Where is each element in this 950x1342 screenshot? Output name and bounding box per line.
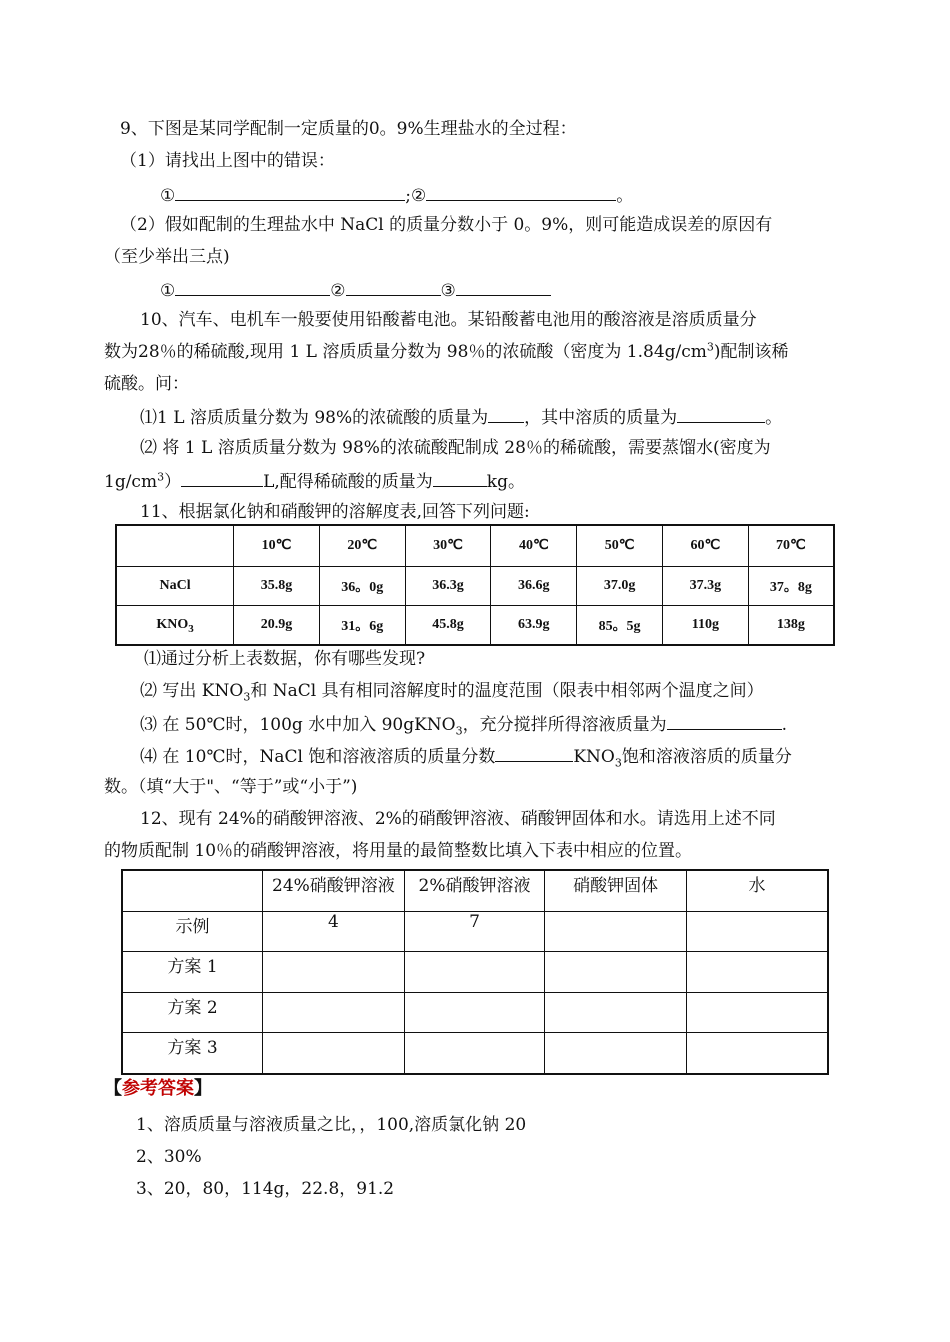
answer-item: 3、20，80，114g，22.8，91.2 — [136, 1179, 395, 1199]
q10-stem-line2: 数为28％的稀硫酸,现用 1 L 溶质质量分数为 98％的浓硫酸（密度为 $1.84g/cm^3$)配制该稀 — [104, 340, 789, 362]
header-cell: 水 — [686, 870, 828, 911]
table-cell[interactable] — [263, 992, 405, 1032]
q9-part2-blanks — [160, 278, 551, 302]
q11-stem: 11、根据氯化钠和硝酸钾的溶解度表,回答下列问题: — [140, 502, 530, 522]
q10-q1: ⑴1 L 溶质质量分数为 98%的浓硫酸的质量为 ，其中溶质的质量为 。 — [140, 405, 782, 429]
blank[interactable] — [677, 405, 765, 423]
q9-stem: 9、下图是某同学配制一定质量的0。9%生理盐水的全过程： — [120, 119, 577, 139]
mark-1: ① — [160, 281, 176, 301]
q11-q3: ⑶ 在 50℃时，100g 水中加入 90gKNO$_3$，充分搅拌所得溶液质量为 . — [140, 712, 787, 736]
row-label: 方案 3 — [122, 1032, 263, 1074]
mark-3: ③ — [440, 281, 456, 301]
blank[interactable] — [346, 278, 441, 296]
blank[interactable] — [426, 183, 616, 201]
mark-end: 。 — [616, 186, 634, 206]
q11-q4-line2: 数。（填“大于"、“等于”或“小于”) — [104, 777, 358, 797]
blank[interactable] — [488, 405, 524, 423]
table-cell[interactable]: 4 — [263, 911, 405, 951]
table-cell: 35.8g — [234, 566, 320, 605]
header-cell: 20℃ — [319, 525, 405, 566]
table-cell[interactable] — [686, 1032, 828, 1074]
table-cell: 63.9g — [491, 605, 577, 645]
header-cell — [116, 525, 234, 566]
table-cell: 36。0g — [319, 566, 405, 605]
table-cell: 110g — [662, 605, 748, 645]
table-cell: 36.6g — [491, 566, 577, 605]
header-cell: 2%硝酸钾溶液 — [404, 870, 545, 911]
row-label: NaCl — [116, 566, 234, 605]
mark-2: ② — [330, 281, 346, 301]
ratio-table — [121, 869, 829, 1075]
table-row — [116, 566, 834, 605]
table-cell[interactable] — [404, 951, 545, 992]
blank[interactable] — [175, 278, 330, 296]
table-cell: 36.3g — [405, 566, 491, 605]
table-cell: 31。6g — [319, 605, 405, 645]
q9-part2-line2: （至少举出三点) — [104, 247, 230, 267]
table-cell: 37.3g — [662, 566, 748, 605]
table-cell[interactable] — [686, 911, 828, 951]
q11-q2: ⑵ 写出 $KNO_3$和 NaCl 具有相同溶解度时的温度范围（限表中相邻两个温度之间） — [140, 681, 764, 704]
blank[interactable] — [175, 183, 405, 201]
header-cell: 30℃ — [405, 525, 491, 566]
table-cell[interactable] — [545, 992, 687, 1032]
q11-q4-line1: ⑷ 在 10℃时，NaCl 饱和溶液溶质的质量分数 $KNO_3$饱和溶液溶质的质量分 — [140, 744, 792, 768]
blank[interactable] — [433, 469, 487, 487]
blank[interactable] — [667, 712, 782, 730]
header-cell: 70℃ — [748, 525, 834, 566]
row-label: 方案 2 — [122, 992, 263, 1032]
table-row — [122, 992, 828, 1032]
table-row — [122, 951, 828, 992]
table-cell[interactable] — [404, 992, 545, 1032]
header-cell: 40℃ — [491, 525, 577, 566]
header-cell: 24%硝酸钾溶液 — [263, 870, 405, 911]
q9-part1-blanks — [160, 183, 633, 207]
header-cell: 50℃ — [577, 525, 663, 566]
table-cell[interactable] — [545, 1032, 687, 1074]
answer-item: 2、30% — [136, 1147, 202, 1167]
row-label: 示例 — [122, 911, 263, 951]
table-header-row — [122, 870, 828, 911]
table-cell[interactable] — [686, 992, 828, 1032]
blank[interactable] — [495, 744, 573, 762]
table-row — [116, 605, 834, 645]
q11-q1: ⑴通过分析上表数据，你有哪些发现? — [144, 649, 426, 669]
row-label: $KNO_3$ — [116, 605, 234, 645]
table-header-row — [116, 525, 834, 566]
header-cell: 10℃ — [234, 525, 320, 566]
q12-stem-line1: 12、现有 24%的硝酸钾溶液、2%的硝酸钾溶液、硝酸钾固体和水。请选用上述不同 — [140, 809, 776, 829]
table-cell[interactable] — [404, 1032, 545, 1074]
blank[interactable] — [181, 469, 263, 487]
q9-part1: （1）请找出上图中的错误： — [120, 151, 335, 171]
mark-1: ① — [160, 186, 176, 206]
table-cell[interactable] — [686, 951, 828, 992]
q10-q2-line1: ⑵ 将 1 L 溶质质量分数为 98%的浓硫酸配制成 28％的稀硫酸，需要蒸馏水(密度为 — [140, 438, 771, 458]
table-cell[interactable] — [263, 951, 405, 992]
header-cell: 硝酸钾固体 — [545, 870, 687, 911]
q10-stem-line3: 硫酸。问： — [104, 374, 189, 394]
q12-stem-line2: 的物质配制 10％的硝酸钾溶液，将用量的最简整数比填入下表中相应的位置。 — [104, 841, 693, 861]
table-cell[interactable] — [545, 911, 687, 951]
answers-heading: 【参考答案】 — [104, 1078, 212, 1099]
row-label: 方案 1 — [122, 951, 263, 992]
header-cell — [122, 870, 263, 911]
table-cell: 138g — [748, 605, 834, 645]
table-cell: 85。5g — [577, 605, 663, 645]
table-row — [122, 911, 828, 951]
header-cell: 60℃ — [662, 525, 748, 566]
q10-q2-line2: $1g/cm^3$） L,配得稀硫酸的质量为 kg。 — [104, 470, 525, 492]
q9-part2-line1: （2）假如配制的生理盐水中 NaCl 的质量分数小于 0。9%，则可能造成误差的原因有 — [120, 215, 773, 235]
table-cell: 20.9g — [234, 605, 320, 645]
answer-item: 1、溶质质量与溶液质量之比，，100,溶质氯化钠 20 — [136, 1115, 527, 1135]
table-cell: 45.8g — [405, 605, 491, 645]
table-cell[interactable]: 7 — [404, 911, 545, 951]
table-row — [122, 1032, 828, 1074]
table-cell: 37.0g — [577, 566, 663, 605]
table-cell[interactable] — [263, 1032, 405, 1074]
q10-stem-line1: 10、汽车、电机车一般要使用铅酸蓄电池。某铅酸蓄电池用的酸溶液是溶质质量分 — [140, 310, 757, 330]
table-cell[interactable] — [545, 951, 687, 992]
table-cell: 37。8g — [748, 566, 834, 605]
blank[interactable] — [456, 278, 551, 296]
solubility-table — [115, 524, 835, 646]
mark-2: ;② — [405, 186, 427, 206]
